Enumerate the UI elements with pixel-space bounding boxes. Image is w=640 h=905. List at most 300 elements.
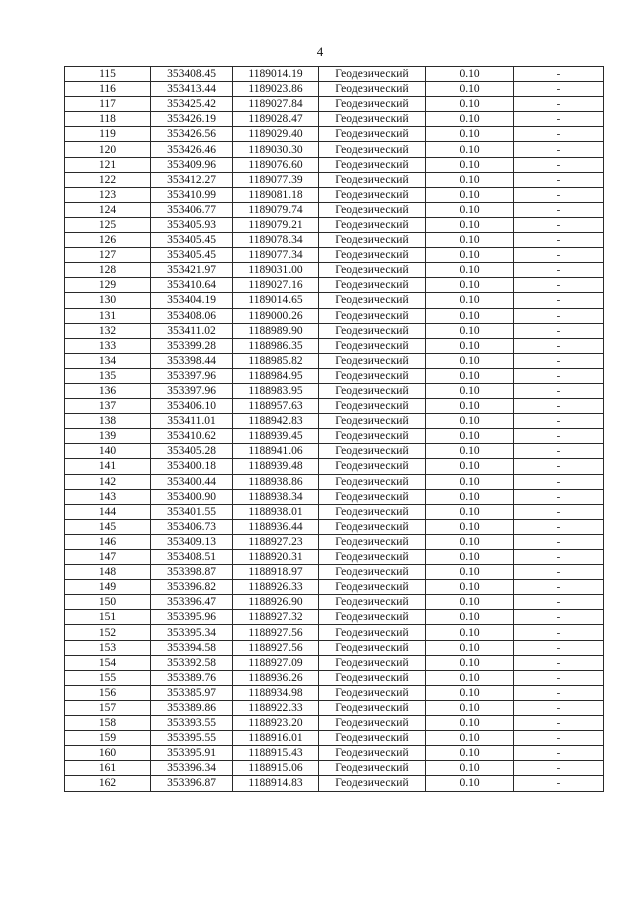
method-cell: Геодезический [319, 504, 426, 519]
note-cell: - [514, 217, 604, 232]
note-cell: - [514, 534, 604, 549]
accuracy-cell: 0.10 [426, 716, 514, 731]
point-number-cell: 128 [65, 263, 151, 278]
table-row [65, 595, 604, 610]
note-cell: - [514, 157, 604, 172]
x-coordinate-cell: 353395.96 [151, 610, 233, 625]
method-cell: Геодезический [319, 353, 426, 368]
y-coordinate-cell: 1188941.06 [233, 444, 319, 459]
point-number-cell: 129 [65, 278, 151, 293]
note-cell: - [514, 504, 604, 519]
y-coordinate-cell: 1188926.33 [233, 580, 319, 595]
method-cell: Геодезический [319, 685, 426, 700]
method-cell: Геодезический [319, 112, 426, 127]
note-cell: - [514, 716, 604, 731]
point-number-cell: 116 [65, 82, 151, 97]
y-coordinate-cell: 1189078.34 [233, 233, 319, 248]
note-cell: - [514, 565, 604, 580]
y-coordinate-cell: 1188934.98 [233, 685, 319, 700]
x-coordinate-cell: 353396.82 [151, 580, 233, 595]
accuracy-cell: 0.10 [426, 414, 514, 429]
note-cell: - [514, 429, 604, 444]
y-coordinate-cell: 1189000.26 [233, 308, 319, 323]
accuracy-cell: 0.10 [426, 429, 514, 444]
accuracy-cell: 0.10 [426, 655, 514, 670]
method-cell: Геодезический [319, 761, 426, 776]
point-number-cell: 115 [65, 67, 151, 82]
accuracy-cell: 0.10 [426, 700, 514, 715]
x-coordinate-cell: 353398.87 [151, 565, 233, 580]
method-cell: Геодезический [319, 459, 426, 474]
point-number-cell: 132 [65, 323, 151, 338]
point-number-cell: 156 [65, 685, 151, 700]
table-row [65, 157, 604, 172]
method-cell: Геодезический [319, 308, 426, 323]
method-cell: Геодезический [319, 399, 426, 414]
y-coordinate-cell: 1188922.33 [233, 700, 319, 715]
x-coordinate-cell: 353400.90 [151, 489, 233, 504]
method-cell: Геодезический [319, 202, 426, 217]
method-cell: Геодезический [319, 172, 426, 187]
y-coordinate-cell: 1189014.65 [233, 293, 319, 308]
point-number-cell: 138 [65, 414, 151, 429]
note-cell: - [514, 278, 604, 293]
accuracy-cell: 0.10 [426, 112, 514, 127]
point-number-cell: 123 [65, 187, 151, 202]
table-row [65, 429, 604, 444]
x-coordinate-cell: 353394.58 [151, 640, 233, 655]
point-number-cell: 131 [65, 308, 151, 323]
y-coordinate-cell: 1188914.83 [233, 776, 319, 791]
x-coordinate-cell: 353421.97 [151, 263, 233, 278]
method-cell: Геодезический [319, 368, 426, 383]
point-number-cell: 125 [65, 217, 151, 232]
table-row [65, 368, 604, 383]
y-coordinate-cell: 1188927.56 [233, 625, 319, 640]
method-cell: Геодезический [319, 444, 426, 459]
y-coordinate-cell: 1188938.01 [233, 504, 319, 519]
point-number-cell: 150 [65, 595, 151, 610]
x-coordinate-cell: 353409.96 [151, 157, 233, 172]
y-coordinate-cell: 1188927.56 [233, 640, 319, 655]
table-row [65, 248, 604, 263]
note-cell: - [514, 700, 604, 715]
table-row [65, 459, 604, 474]
table-row [65, 399, 604, 414]
x-coordinate-cell: 353408.51 [151, 550, 233, 565]
accuracy-cell: 0.10 [426, 187, 514, 202]
x-coordinate-cell: 353426.56 [151, 127, 233, 142]
method-cell: Геодезический [319, 610, 426, 625]
table-row [65, 685, 604, 700]
table-row [65, 504, 604, 519]
x-coordinate-cell: 353406.73 [151, 519, 233, 534]
method-cell: Геодезический [319, 338, 426, 353]
accuracy-cell: 0.10 [426, 761, 514, 776]
point-number-cell: 149 [65, 580, 151, 595]
method-cell: Геодезический [319, 655, 426, 670]
point-number-cell: 157 [65, 700, 151, 715]
accuracy-cell: 0.10 [426, 474, 514, 489]
point-number-cell: 146 [65, 534, 151, 549]
point-number-cell: 158 [65, 716, 151, 731]
note-cell: - [514, 640, 604, 655]
point-number-cell: 119 [65, 127, 151, 142]
accuracy-cell: 0.10 [426, 459, 514, 474]
point-number-cell: 122 [65, 172, 151, 187]
method-cell: Геодезический [319, 519, 426, 534]
method-cell: Геодезический [319, 640, 426, 655]
point-number-cell: 124 [65, 202, 151, 217]
note-cell: - [514, 550, 604, 565]
table-row [65, 338, 604, 353]
x-coordinate-cell: 353408.06 [151, 308, 233, 323]
y-coordinate-cell: 1188915.43 [233, 746, 319, 761]
method-cell: Геодезический [319, 323, 426, 338]
y-coordinate-cell: 1188939.48 [233, 459, 319, 474]
note-cell: - [514, 519, 604, 534]
accuracy-cell: 0.10 [426, 550, 514, 565]
x-coordinate-cell: 353404.19 [151, 293, 233, 308]
y-coordinate-cell: 1189079.21 [233, 217, 319, 232]
method-cell: Геодезический [319, 534, 426, 549]
note-cell: - [514, 625, 604, 640]
y-coordinate-cell: 1188938.34 [233, 489, 319, 504]
method-cell: Геодезический [319, 263, 426, 278]
table-row [65, 217, 604, 232]
accuracy-cell: 0.10 [426, 278, 514, 293]
point-number-cell: 121 [65, 157, 151, 172]
method-cell: Геодезический [319, 187, 426, 202]
x-coordinate-cell: 353397.96 [151, 383, 233, 398]
y-coordinate-cell: 1189027.16 [233, 278, 319, 293]
x-coordinate-cell: 353396.34 [151, 761, 233, 776]
point-number-cell: 145 [65, 519, 151, 534]
table-row [65, 655, 604, 670]
point-number-cell: 160 [65, 746, 151, 761]
table-row [65, 731, 604, 746]
y-coordinate-cell: 1188916.01 [233, 731, 319, 746]
note-cell: - [514, 97, 604, 112]
method-cell: Геодезический [319, 489, 426, 504]
accuracy-cell: 0.10 [426, 67, 514, 82]
note-cell: - [514, 308, 604, 323]
accuracy-cell: 0.10 [426, 565, 514, 580]
point-number-cell: 144 [65, 504, 151, 519]
method-cell: Геодезический [319, 595, 426, 610]
table-row [65, 489, 604, 504]
note-cell: - [514, 399, 604, 414]
note-cell: - [514, 595, 604, 610]
x-coordinate-cell: 353400.44 [151, 474, 233, 489]
x-coordinate-cell: 353393.55 [151, 716, 233, 731]
table-row [65, 127, 604, 142]
x-coordinate-cell: 353400.18 [151, 459, 233, 474]
accuracy-cell: 0.10 [426, 202, 514, 217]
method-cell: Геодезический [319, 278, 426, 293]
point-number-cell: 133 [65, 338, 151, 353]
accuracy-cell: 0.10 [426, 353, 514, 368]
coordinates-table-body [65, 67, 604, 792]
note-cell: - [514, 82, 604, 97]
point-number-cell: 136 [65, 383, 151, 398]
point-number-cell: 143 [65, 489, 151, 504]
accuracy-cell: 0.10 [426, 625, 514, 640]
note-cell: - [514, 187, 604, 202]
table-row [65, 444, 604, 459]
note-cell: - [514, 263, 604, 278]
y-coordinate-cell: 1189031.00 [233, 263, 319, 278]
note-cell: - [514, 444, 604, 459]
x-coordinate-cell: 353405.93 [151, 217, 233, 232]
method-cell: Геодезический [319, 429, 426, 444]
x-coordinate-cell: 353397.96 [151, 368, 233, 383]
accuracy-cell: 0.10 [426, 685, 514, 700]
y-coordinate-cell: 1188926.90 [233, 595, 319, 610]
table-row [65, 670, 604, 685]
x-coordinate-cell: 353411.01 [151, 414, 233, 429]
method-cell: Геодезический [319, 746, 426, 761]
point-number-cell: 134 [65, 353, 151, 368]
method-cell: Геодезический [319, 550, 426, 565]
x-coordinate-cell: 353395.34 [151, 625, 233, 640]
table-row [65, 700, 604, 715]
point-number-cell: 117 [65, 97, 151, 112]
method-cell: Геодезический [319, 625, 426, 640]
coordinates-table [64, 66, 604, 792]
x-coordinate-cell: 353411.02 [151, 323, 233, 338]
x-coordinate-cell: 353395.91 [151, 746, 233, 761]
note-cell: - [514, 127, 604, 142]
accuracy-cell: 0.10 [426, 157, 514, 172]
accuracy-cell: 0.10 [426, 293, 514, 308]
table-row [65, 580, 604, 595]
table-row [65, 353, 604, 368]
method-cell: Геодезический [319, 414, 426, 429]
y-coordinate-cell: 1188927.09 [233, 655, 319, 670]
y-coordinate-cell: 1188936.44 [233, 519, 319, 534]
table-row [65, 776, 604, 791]
x-coordinate-cell: 353385.97 [151, 685, 233, 700]
y-coordinate-cell: 1188983.95 [233, 383, 319, 398]
accuracy-cell: 0.10 [426, 489, 514, 504]
y-coordinate-cell: 1188915.06 [233, 761, 319, 776]
table-row [65, 550, 604, 565]
point-number-cell: 142 [65, 474, 151, 489]
accuracy-cell: 0.10 [426, 263, 514, 278]
table-row [65, 97, 604, 112]
method-cell: Геодезический [319, 565, 426, 580]
x-coordinate-cell: 353412.27 [151, 172, 233, 187]
method-cell: Геодезический [319, 67, 426, 82]
accuracy-cell: 0.10 [426, 142, 514, 157]
point-number-cell: 153 [65, 640, 151, 655]
method-cell: Геодезический [319, 293, 426, 308]
note-cell: - [514, 112, 604, 127]
note-cell: - [514, 142, 604, 157]
method-cell: Геодезический [319, 157, 426, 172]
x-coordinate-cell: 353426.19 [151, 112, 233, 127]
note-cell: - [514, 761, 604, 776]
accuracy-cell: 0.10 [426, 504, 514, 519]
x-coordinate-cell: 353405.45 [151, 248, 233, 263]
method-cell: Геодезический [319, 670, 426, 685]
accuracy-cell: 0.10 [426, 746, 514, 761]
y-coordinate-cell: 1188936.26 [233, 670, 319, 685]
y-coordinate-cell: 1189029.40 [233, 127, 319, 142]
y-coordinate-cell: 1189081.18 [233, 187, 319, 202]
x-coordinate-cell: 353398.44 [151, 353, 233, 368]
note-cell: - [514, 459, 604, 474]
y-coordinate-cell: 1189076.60 [233, 157, 319, 172]
point-number-cell: 151 [65, 610, 151, 625]
method-cell: Геодезический [319, 474, 426, 489]
point-number-cell: 139 [65, 429, 151, 444]
point-number-cell: 130 [65, 293, 151, 308]
table-row [65, 308, 604, 323]
note-cell: - [514, 368, 604, 383]
point-number-cell: 137 [65, 399, 151, 414]
x-coordinate-cell: 353389.76 [151, 670, 233, 685]
point-number-cell: 154 [65, 655, 151, 670]
x-coordinate-cell: 353396.47 [151, 595, 233, 610]
x-coordinate-cell: 353399.28 [151, 338, 233, 353]
table-row [65, 187, 604, 202]
y-coordinate-cell: 1189027.84 [233, 97, 319, 112]
x-coordinate-cell: 353395.55 [151, 731, 233, 746]
accuracy-cell: 0.10 [426, 444, 514, 459]
accuracy-cell: 0.10 [426, 519, 514, 534]
table-row [65, 519, 604, 534]
accuracy-cell: 0.10 [426, 731, 514, 746]
x-coordinate-cell: 353401.55 [151, 504, 233, 519]
note-cell: - [514, 414, 604, 429]
x-coordinate-cell: 353410.99 [151, 187, 233, 202]
y-coordinate-cell: 1188923.20 [233, 716, 319, 731]
table-row [65, 640, 604, 655]
note-cell: - [514, 323, 604, 338]
note-cell: - [514, 670, 604, 685]
accuracy-cell: 0.10 [426, 580, 514, 595]
accuracy-cell: 0.10 [426, 670, 514, 685]
table-row [65, 414, 604, 429]
x-coordinate-cell: 353405.45 [151, 233, 233, 248]
accuracy-cell: 0.10 [426, 383, 514, 398]
y-coordinate-cell: 1188986.35 [233, 338, 319, 353]
x-coordinate-cell: 353426.46 [151, 142, 233, 157]
method-cell: Геодезический [319, 82, 426, 97]
y-coordinate-cell: 1188938.86 [233, 474, 319, 489]
point-number-cell: 162 [65, 776, 151, 791]
table-row [65, 202, 604, 217]
note-cell: - [514, 731, 604, 746]
y-coordinate-cell: 1188918.97 [233, 565, 319, 580]
x-coordinate-cell: 353389.86 [151, 700, 233, 715]
accuracy-cell: 0.10 [426, 308, 514, 323]
note-cell: - [514, 202, 604, 217]
point-number-cell: 152 [65, 625, 151, 640]
x-coordinate-cell: 353410.62 [151, 429, 233, 444]
y-coordinate-cell: 1189077.39 [233, 172, 319, 187]
method-cell: Геодезический [319, 233, 426, 248]
y-coordinate-cell: 1188989.90 [233, 323, 319, 338]
table-row [65, 67, 604, 82]
y-coordinate-cell: 1189028.47 [233, 112, 319, 127]
note-cell: - [514, 338, 604, 353]
note-cell: - [514, 67, 604, 82]
note-cell: - [514, 610, 604, 625]
table-row [65, 565, 604, 580]
table-row [65, 383, 604, 398]
note-cell: - [514, 293, 604, 308]
point-number-cell: 140 [65, 444, 151, 459]
x-coordinate-cell: 353408.45 [151, 67, 233, 82]
x-coordinate-cell: 353410.64 [151, 278, 233, 293]
table-row [65, 323, 604, 338]
point-number-cell: 141 [65, 459, 151, 474]
x-coordinate-cell: 353406.10 [151, 399, 233, 414]
table-row [65, 474, 604, 489]
accuracy-cell: 0.10 [426, 610, 514, 625]
note-cell: - [514, 685, 604, 700]
method-cell: Геодезический [319, 580, 426, 595]
x-coordinate-cell: 353409.13 [151, 534, 233, 549]
accuracy-cell: 0.10 [426, 97, 514, 112]
accuracy-cell: 0.10 [426, 338, 514, 353]
accuracy-cell: 0.10 [426, 534, 514, 549]
y-coordinate-cell: 1188939.45 [233, 429, 319, 444]
accuracy-cell: 0.10 [426, 172, 514, 187]
y-coordinate-cell: 1188984.95 [233, 368, 319, 383]
point-number-cell: 148 [65, 565, 151, 580]
note-cell: - [514, 172, 604, 187]
table-row [65, 233, 604, 248]
method-cell: Геодезический [319, 127, 426, 142]
note-cell: - [514, 746, 604, 761]
accuracy-cell: 0.10 [426, 595, 514, 610]
note-cell: - [514, 489, 604, 504]
table-row [65, 746, 604, 761]
accuracy-cell: 0.10 [426, 233, 514, 248]
y-coordinate-cell: 1189030.30 [233, 142, 319, 157]
x-coordinate-cell: 353392.58 [151, 655, 233, 670]
table-row [65, 625, 604, 640]
accuracy-cell: 0.10 [426, 368, 514, 383]
y-coordinate-cell: 1188957.63 [233, 399, 319, 414]
x-coordinate-cell: 353405.28 [151, 444, 233, 459]
accuracy-cell: 0.10 [426, 776, 514, 791]
point-number-cell: 161 [65, 761, 151, 776]
method-cell: Геодезический [319, 97, 426, 112]
method-cell: Геодезический [319, 142, 426, 157]
point-number-cell: 135 [65, 368, 151, 383]
accuracy-cell: 0.10 [426, 248, 514, 263]
table-row [65, 761, 604, 776]
table-row [65, 112, 604, 127]
y-coordinate-cell: 1189023.86 [233, 82, 319, 97]
table-row [65, 293, 604, 308]
method-cell: Геодезический [319, 700, 426, 715]
method-cell: Геодезический [319, 217, 426, 232]
y-coordinate-cell: 1188942.83 [233, 414, 319, 429]
method-cell: Геодезический [319, 248, 426, 263]
table-row [65, 278, 604, 293]
y-coordinate-cell: 1188927.23 [233, 534, 319, 549]
accuracy-cell: 0.10 [426, 217, 514, 232]
point-number-cell: 159 [65, 731, 151, 746]
note-cell: - [514, 776, 604, 791]
y-coordinate-cell: 1188985.82 [233, 353, 319, 368]
